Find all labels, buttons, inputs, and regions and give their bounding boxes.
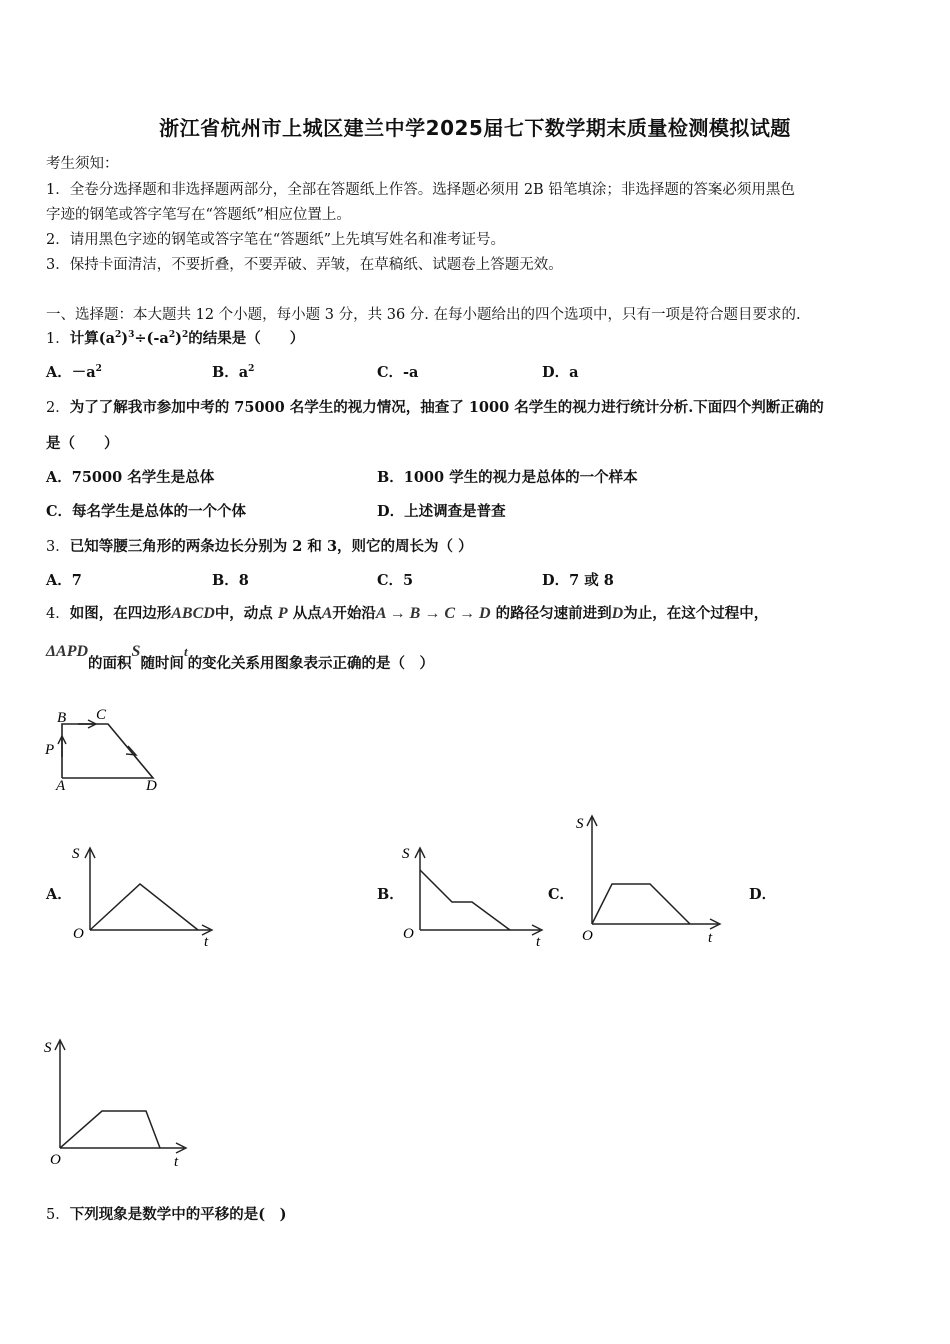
q1-option-a-text: A．－a <box>46 364 96 381</box>
q2-stem-cont: 是（ ） <box>46 435 119 452</box>
graph-b-t-label: t <box>536 934 541 950</box>
graph-c-s-label: S <box>576 816 584 832</box>
graph-d-t-label: t <box>174 1154 179 1170</box>
q1-option-b-text: B．a <box>212 364 249 381</box>
page-title: 浙江省杭州市上城区建兰中学2025届七下数学期末质量检测模拟试题 <box>159 116 791 140</box>
q2-stem: 为了了解我市参加中考的 75000 名学生的视力情况，抽查了 1000 名学生的视力进行统计分析.下面四个判断正确的 <box>69 399 824 416</box>
q3-option-c: C．5 <box>377 572 414 589</box>
figure-label-p: P <box>45 742 55 758</box>
q1-sup2: 3 <box>128 330 135 341</box>
q1-sup4: 2 <box>181 330 189 341</box>
q3-option-d: D．7 或 8 <box>542 572 614 589</box>
q4-math-abcd: ABCD <box>171 605 215 622</box>
q4-math-p: P <box>277 605 288 622</box>
q1-sup1: 2 <box>115 330 122 341</box>
q2-option-d: D．上述调查是普查 <box>377 503 506 520</box>
q1-stem-b: ) <box>121 330 129 347</box>
q1-sup3: 2 <box>168 330 176 341</box>
q5-number: 5． <box>46 1207 70 1223</box>
question-5 <box>46 1203 286 1224</box>
q3-stem: 已知等腰三角形的两条边长分别为 2 和 3，则它的周长为（ ） <box>69 538 473 555</box>
graph-d-s-label: S <box>44 1040 52 1056</box>
q3-option-a: A．7 <box>46 572 82 589</box>
q4-math-path: A → B → C → D <box>375 605 491 622</box>
q4-option-a: A． <box>46 886 72 903</box>
q4-text-2: 中，动点 <box>214 605 273 622</box>
q1-stem-c: ÷(-a <box>134 330 169 347</box>
q4-text-5: 的路径匀速前进到 <box>495 605 612 622</box>
q4-text-7: 的面积 <box>88 655 132 672</box>
q2-option-b: B．1000 学生的视力是总体的一个样本 <box>377 469 638 486</box>
q4-math-t: t <box>183 644 188 659</box>
graph-d <box>40 1034 200 1174</box>
q4-math-triangle: ΔAPD <box>46 643 89 660</box>
figure-label-c: C <box>96 707 107 723</box>
q4-math-s: S <box>131 643 141 660</box>
q2-option-a: A．75000 名学生是总体 <box>46 469 215 486</box>
figure-label-b: B <box>57 710 67 726</box>
q4-text-4: 开始沿 <box>332 605 376 622</box>
q2-number: 2． <box>46 400 70 416</box>
q3-number: 3． <box>46 539 70 555</box>
quadrilateral-figure <box>40 702 170 794</box>
q1-option-b <box>212 361 254 382</box>
q2-option-c: C．每名学生是总体的一个个体 <box>46 503 247 520</box>
notice-heading: 考生须知： <box>46 156 119 172</box>
figure-label-d: D <box>146 778 157 794</box>
q1-option-a <box>46 361 102 382</box>
notice-item-1: 1．全卷分选择题和非选择题两部分，全部在答题纸上作答。选择题必须用 2B 铅笔填涂；非选择题的答案必须用黑色 <box>46 182 795 198</box>
q1-stem-d: ) <box>175 330 182 347</box>
question-2 <box>46 396 824 417</box>
q4-text-9: 的变化关系用图象表示正确的是（ ） <box>187 655 435 672</box>
graph-a <box>70 842 220 952</box>
q3-option-b: B．8 <box>212 572 249 589</box>
q1-stem-a: 计算(a <box>69 330 115 347</box>
notice-item-2: 2．请用黑色字迹的钢笔或答字笔在“答题纸”上先填写姓名和准考证号。 <box>46 232 506 248</box>
notice-item-1-cont: 字迹的钢笔或答字笔写在“答题纸”相应位置上。 <box>46 207 351 223</box>
q4-text-3: 从点 <box>292 605 322 622</box>
graph-b-s-label: S <box>402 846 410 862</box>
q4-option-b: B． <box>377 886 404 903</box>
graph-b-o-label: O <box>403 926 414 942</box>
notice-item-3: 3．保持卡面清洁，不要折叠，不要弄破、弄皱，在草稿纸、试题卷上答题无效。 <box>46 257 563 273</box>
figure-label-a: A <box>56 778 66 794</box>
question-3 <box>46 535 473 556</box>
question-4-cont <box>46 643 435 686</box>
graph-c <box>572 810 732 950</box>
q1-option-b-sup: 2 <box>248 364 255 375</box>
graph-d-o-label: O <box>50 1152 61 1168</box>
q4-option-c: C． <box>548 886 575 903</box>
graph-b <box>400 842 550 952</box>
q1-option-c: C．-a <box>377 364 419 381</box>
q4-text-8: 随时间 <box>140 655 184 672</box>
question-4 <box>46 602 768 623</box>
graph-c-o-label: O <box>582 928 593 944</box>
q1-option-d: D．a <box>542 364 579 381</box>
q4-option-d: D． <box>749 886 777 903</box>
question-1 <box>46 327 304 348</box>
q5-stem: 下列现象是数学中的平移的是( ) <box>69 1206 287 1223</box>
q4-math-d: D <box>611 605 624 622</box>
q4-number: 4． <box>46 606 70 622</box>
section-heading: 一、选择题：本大题共 12 个小题，每小题 3 分，共 36 分. 在每小题给出的四个选项中，只有一项是符合题目要求的. <box>46 307 801 323</box>
graph-c-t-label: t <box>708 930 713 946</box>
graph-a-o-label: O <box>73 926 84 942</box>
q1-stem-e: 的结果是（ ） <box>188 330 305 347</box>
q4-text-6: 为止，在这个过程中， <box>623 605 769 622</box>
q1-number: 1． <box>46 331 70 347</box>
q1-option-a-sup: 2 <box>95 364 102 375</box>
q4-text-1: 如图，在四边形 <box>69 605 172 622</box>
graph-a-s-label: S <box>72 846 80 862</box>
graph-a-t-label: t <box>204 934 209 950</box>
q4-math-a: A <box>321 605 333 622</box>
